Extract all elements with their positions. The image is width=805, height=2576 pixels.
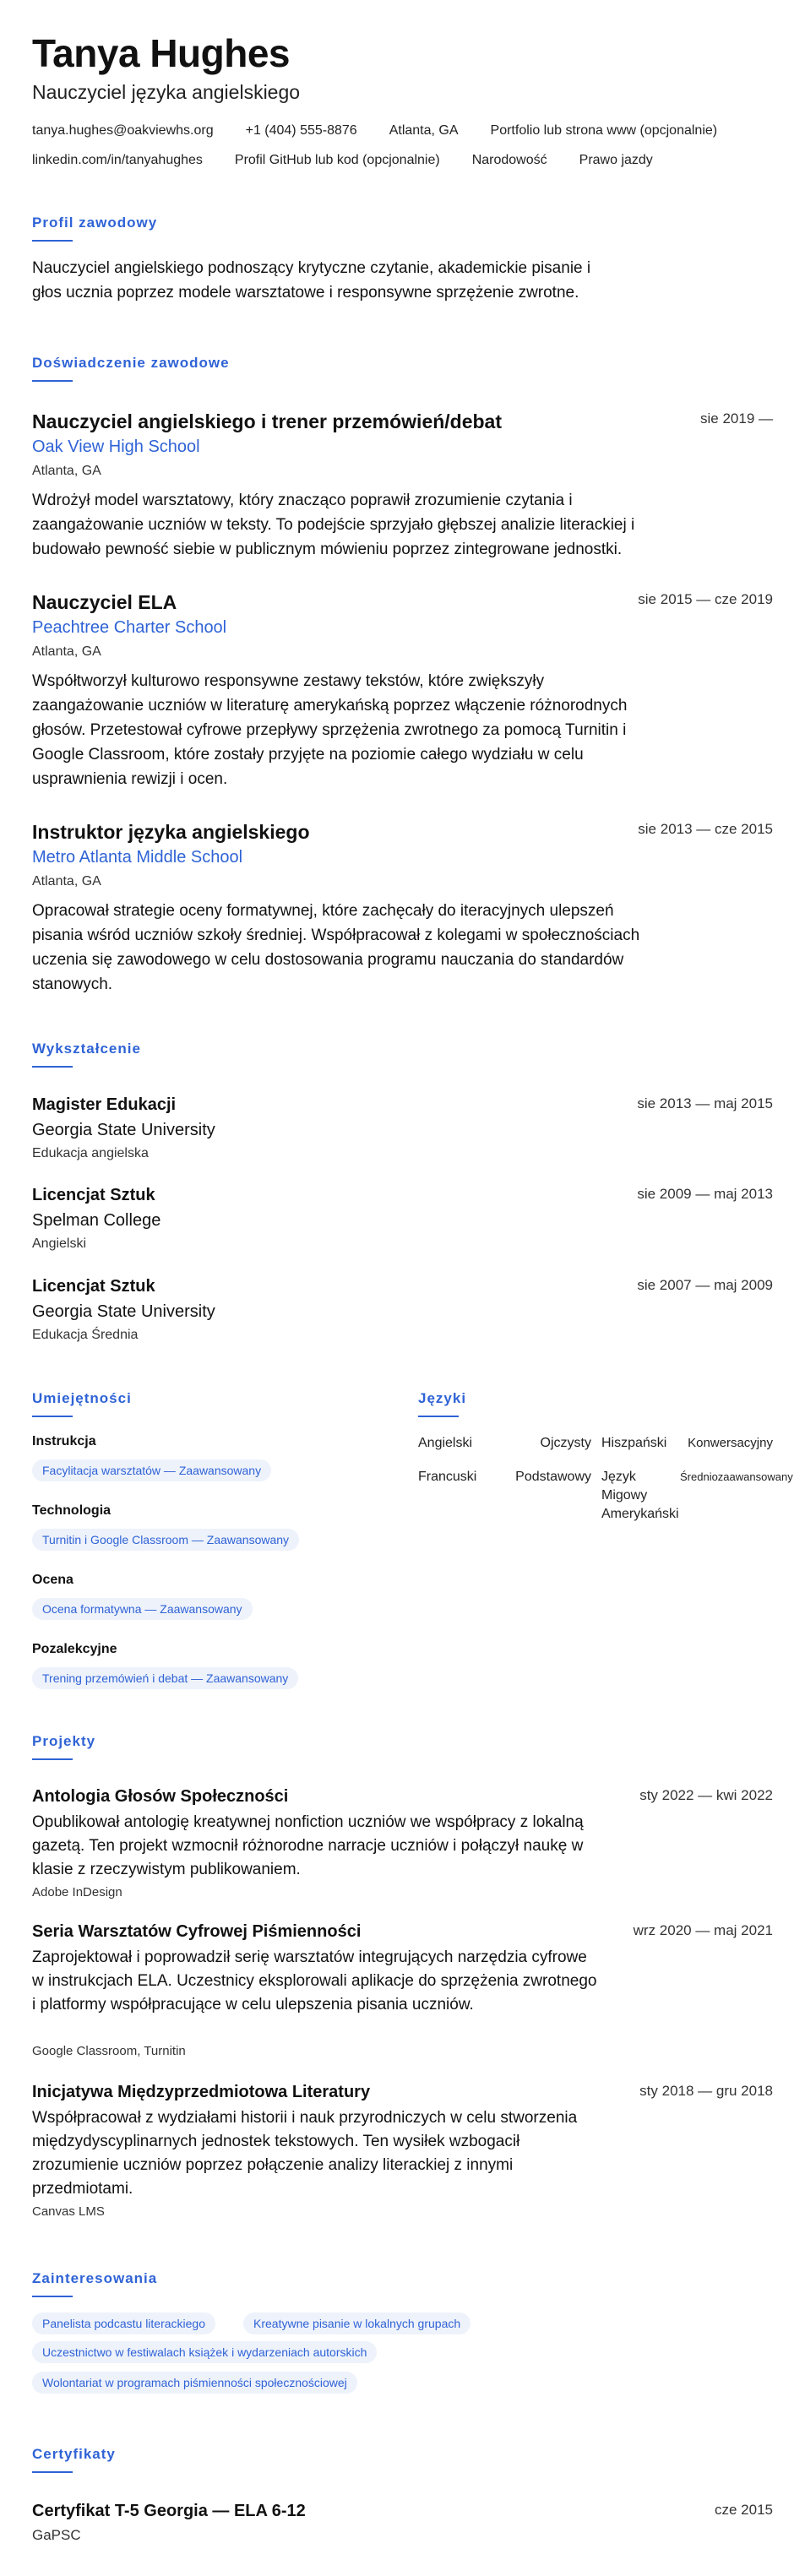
edu-field: Edukacja angielska <box>32 1146 149 1160</box>
job-company[interactable]: Metro Atlanta Middle School <box>32 848 243 867</box>
skill-category: Pozalekcyjne <box>32 1642 117 1656</box>
profile-summary: Nauczyciel angielskiego podnoszący krytyczne czytanie, akademickie pisanie i głos ucznia poprzez modele warsztatowe i responsywne sprzężenie zwrotne. <box>32 259 591 302</box>
section-title-profile: Profil zawodowy <box>32 215 158 231</box>
job-dates: sie 2015 — cze 2019 <box>638 591 773 607</box>
language-level: Średniozaawansowany <box>680 1470 793 1483</box>
contact-nationality: Narodowość <box>471 153 547 167</box>
project-dates: wrz 2020 — maj 2021 <box>633 1922 773 1938</box>
project-dates: sty 2022 — kwi 2022 <box>639 1787 773 1803</box>
contact-location: Atlanta, GA <box>389 123 459 138</box>
section-title-projects: Projekty <box>32 1733 96 1749</box>
skill-category: Technologia <box>32 1503 112 1518</box>
edu-school: Spelman College <box>32 1211 161 1230</box>
skill-category: Ocena <box>32 1573 73 1587</box>
section-rule <box>32 1758 73 1760</box>
job-company[interactable]: Oak View High School <box>32 437 200 456</box>
edu-dates: sie 2009 — maj 2013 <box>637 1186 773 1202</box>
language-name: Francuski <box>418 1470 477 1484</box>
section-rule <box>32 2471 73 2473</box>
project-dates: sty 2018 — gru 2018 <box>639 2083 773 2099</box>
edu-school: Georgia State University <box>32 1121 215 1139</box>
interest-pill: Wolontariat w programach piśmienności społecznościowej <box>32 2372 357 2394</box>
language-name: Angielski <box>418 1436 473 1450</box>
section-rule <box>32 380 73 382</box>
section-title-languages: Języki <box>418 1390 467 1406</box>
project-description: Współpracował z wydziałami historii i nauk przyrodniczych w celu stworzenia międzydyscyplinarnych jednostek tekstowych. Ten wysiłek wzbogacił zrozumienie uczniów poprzez połączenie analizy literackiej z innymi przedmiotami. <box>32 2109 578 2198</box>
section-rule <box>418 1416 459 1417</box>
interest-pill: Uczestnictwo w festiwalach książek i wydarzeniach autorskich <box>32 2341 377 2363</box>
contact-linkedin[interactable]: linkedin.com/in/tanyahughes <box>32 153 203 167</box>
edu-field: Edukacja Średnia <box>32 1328 139 1342</box>
certificate-title: Certyfikat T-5 Georgia — ELA 6-12 <box>32 2502 306 2520</box>
contact-github[interactable]: Profil GitHub lub kod (opcjonalnie) <box>234 153 440 167</box>
project-title: Inicjatywa Międzyprzedmiotowa Literatury <box>32 2083 371 2101</box>
edu-degree: Licencjat Sztuk <box>32 1277 155 1296</box>
contact-row-secondary <box>32 153 685 168</box>
project-title: Seria Warsztatów Cyfrowej Piśmienności <box>32 1922 362 1941</box>
section-rule <box>32 240 73 242</box>
section-title-interests: Zainteresowania <box>32 2270 158 2286</box>
contact-portfolio[interactable]: Portfolio lub strona www (opcjonalnie) <box>490 123 718 138</box>
contact-row-primary <box>32 123 749 139</box>
contact-driving-license: Prawo jazdy <box>579 153 653 167</box>
edu-dates: sie 2007 — maj 2009 <box>637 1277 773 1293</box>
project-description: Zaprojektował i poprowadził serię warsztatów integrujących narzędzia cyfrowe w instrukcjach ELA. Uczestnicy eksplorowali aplikacje do sprzężenia zwrotnego i platformy współpracujące w celu ulepszenia pisania uczniów. <box>32 1948 597 2014</box>
job-location: Atlanta, GA <box>32 874 101 889</box>
language-level: Podstawowy <box>515 1470 591 1484</box>
candidate-title: Nauczyciel języka angielskiego <box>32 81 301 103</box>
certificate-issuer: GaPSC <box>32 2527 81 2543</box>
language-name: Hiszpański <box>601 1436 667 1450</box>
section-rule <box>32 1066 73 1068</box>
job-company[interactable]: Peachtree Charter School <box>32 618 227 637</box>
job-title: Instruktor języka angielskiego <box>32 821 310 843</box>
certificate-date: cze 2015 <box>715 2502 773 2518</box>
language-name: Język Migowy Amerykański <box>601 1470 679 1521</box>
edu-field: Angielski <box>32 1236 87 1251</box>
job-title: Nauczyciel angielskiego i trener przemówień/debat <box>32 410 503 432</box>
skill-category: Instrukcja <box>32 1434 96 1448</box>
skill-pill: Trening przemówień i debat — Zaawansowany <box>32 1667 298 1689</box>
section-title-experience: Doświadczenie zawodowe <box>32 355 230 371</box>
edu-degree: Magister Edukacji <box>32 1095 177 1114</box>
interest-pill: Kreatywne pisanie w lokalnych grupach <box>243 2312 470 2334</box>
contact-email[interactable]: tanya.hughes@oakviewhs.org <box>32 123 214 138</box>
contact-phone[interactable]: +1 (404) 555-8876 <box>245 123 357 138</box>
interest-pill: Panelista podcastu literackiego <box>32 2312 215 2334</box>
job-description: Wdrożył model warsztatowy, który znacząco poprawił zrozumienie czytania i zaangażowanie uczniów w teksty. To podejście sprzyjało głębszej analizie literackiej i budowało pewność siebie w publicznym mówieniu poprzez zintegrowane jednostki. <box>32 492 635 558</box>
job-title: Nauczyciel ELA <box>32 591 177 613</box>
section-title-education: Wykształcenie <box>32 1041 141 1057</box>
skill-pill: Turnitin i Google Classroom — Zaawansowany <box>32 1529 299 1551</box>
edu-degree: Licencjat Sztuk <box>32 1186 155 1204</box>
skill-pill: Ocena formatywna — Zaawansowany <box>32 1598 253 1620</box>
job-location: Atlanta, GA <box>32 644 101 659</box>
edu-dates: sie 2013 — maj 2015 <box>637 1095 773 1111</box>
section-rule <box>32 1416 73 1417</box>
project-tools: Adobe InDesign <box>32 1885 122 1899</box>
job-dates: sie 2013 — cze 2015 <box>638 821 773 837</box>
skill-pill: Facylitacja warsztatów — Zaawansowany <box>32 1459 271 1481</box>
section-title-certificates: Certyfikaty <box>32 2446 116 2462</box>
section-rule <box>32 2296 73 2297</box>
candidate-name: Tanya Hughes <box>32 31 290 75</box>
project-tools: Google Classroom, Turnitin <box>32 2044 186 2058</box>
language-level: Konwersacyjny <box>688 1436 773 1450</box>
language-level: Ojczysty <box>540 1436 591 1450</box>
job-description: Opracował strategie oceny formatywnej, które zachęcały do iteracyjnych ulepszeń pisania wśród uczniów szkoły średniej. Współpracował z kolegami w społecznościach uczenia się zawodowego w celu dostosowania programu nauczania do standardów stanowych. <box>32 902 640 993</box>
project-description: Opublikował antologię kreatywnej nonfiction uczniów we współpracy z lokalną gazetą. Ten projekt wzmocnił różnorodne narracje uczniów i połączył naukę w klasie z rzeczywistym publikowaniem. <box>32 1813 584 1878</box>
project-tools: Canvas LMS <box>32 2204 105 2219</box>
job-description: Współtworzył kulturowo responsywne zestawy tekstów, które zwiększyły zaangażowanie uczniów w literaturę amerykańską poprzez włączenie różnorodnych głosów. Przetestował cyfrowe przepływy sprzężenia zwrotnego za pomocą Turnitin i Google Classroom, które zostały przyjęte na poziomie całego wydziału w celu usprawnienia rewizji i ocen. <box>32 672 628 788</box>
project-title: Antologia Głosów Społeczności <box>32 1787 289 1806</box>
job-dates: sie 2019 — <box>700 410 773 427</box>
edu-school: Georgia State University <box>32 1302 215 1321</box>
section-title-skills: Umiejętności <box>32 1390 132 1406</box>
job-location: Atlanta, GA <box>32 464 101 478</box>
